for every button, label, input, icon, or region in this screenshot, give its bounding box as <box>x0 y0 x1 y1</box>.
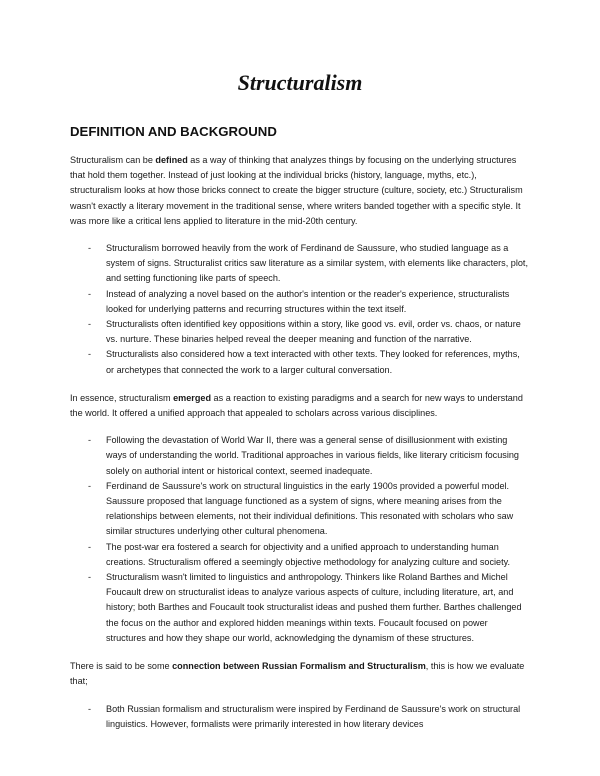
list-item-text: Structuralists also considered how a text interacted with other texts. They looked for references, myths, or archetypes that connected the work to a larger cultural conversation. <box>106 349 520 375</box>
list-item <box>88 317 530 347</box>
document-title: Structuralism <box>237 70 363 95</box>
list-item <box>88 540 530 570</box>
dash-bullet: - <box>88 572 92 583</box>
emergence-paragraph <box>70 391 530 421</box>
connection-paragraph <box>70 659 530 689</box>
list-item <box>88 347 530 377</box>
saussure-influence-list <box>70 241 530 378</box>
intro-paragraph <box>70 153 530 229</box>
emergence-bold-term: emerged <box>173 392 212 403</box>
list-item-text: Ferdinand de Saussure's work on structural linguistics in the early 1900s provided a powerful model. Saussure proposed that language functioned as a system of signs, where meaning arises from the relationships between elements, not their individual definitions. This resonated with scholars who saw similar structures underlying other cultural phenomena. <box>106 480 514 537</box>
intro-text-before: Structuralism can be <box>70 155 156 165</box>
list-item-text: Structuralism borrowed heavily from the work of Ferdinand de Saussure, who studied language as a system of signs. Structuralist critics saw literature as a similar system, with elements like characters, plot, and setting functioning like parts of speech. <box>106 243 528 284</box>
dash-bullet: - <box>88 288 92 299</box>
dash-bullet: - <box>88 541 92 552</box>
dash-bullet: - <box>88 435 92 446</box>
emergence-text-after: as a reaction to existing paradigms and a search for new ways to understand the world. It offered a unified approach that appealed to scholars across various disciplines. <box>70 392 523 419</box>
list-item-text: Following the devastation of World War II, there was a general sense of disillusionment with existing ways of understanding the world. Traditional approaches in various fields, like literary criticism focusing solely on authorial intent or historical context, seemed inadequate. <box>106 435 519 476</box>
list-item <box>88 241 530 287</box>
emergence-text-before: In essence, structuralism <box>70 392 174 403</box>
list-item <box>88 702 530 732</box>
dash-bullet: - <box>88 349 92 360</box>
list-item <box>88 570 530 646</box>
list-item-text: Structuralism wasn't limited to linguistics and anthropology. Thinkers like Roland Barthes and Michel Foucault drew on structuralist ideas to analyze various aspects of culture, including literature, art, and history; both Barthes and Foucault took structuralist ideas and pushed them further. Barthes challenged the focus on the author and explored hidden meanings within texts. Foucault focused on power structures and how they shape our world, acknowledging the dynamism of these structures. <box>106 572 522 643</box>
list-item-text: Instead of analyzing a novel based on the author's intention or the reader's experience, structuralists looked for underlying patterns and recurring structures within the text itself. <box>106 288 510 314</box>
dash-bullet: - <box>88 480 92 491</box>
connection-text-before: There is said to be some <box>70 661 173 672</box>
dash-bullet: - <box>88 319 92 330</box>
list-item <box>88 433 530 479</box>
list-item-text: The post-war era fostered a search for objectivity and a unified approach to understanding human creations. Structuralism offered a seemingly objective methodology for analyzing culture and society. <box>106 541 511 567</box>
section-heading: DEFINITION AND BACKGROUND <box>70 124 277 139</box>
emergence-reasons-list <box>70 433 530 646</box>
list-item <box>88 479 530 540</box>
dash-bullet: - <box>88 243 92 254</box>
connection-text-after: , this is how we evaluate that; <box>70 661 525 687</box>
formalism-comparison-list <box>70 702 530 732</box>
connection-bold-term: connection between Russian Formalism and Structuralism <box>172 661 426 672</box>
list-item <box>88 287 530 317</box>
dash-bullet: - <box>88 703 92 714</box>
intro-text-after: as a way of thinking that analyzes things by focusing on the underlying structures that hold them together. Instead of just looking at the individual bricks (history, language, myths, etc.), structuralism looks at how those bricks connect to create the bigger structure (culture, society, etc.) Structuralism wasn't exactly a literary movement in the traditional sense, where writers banded together with a specific style. It was more like a critical lens applied to literature in the mid-20th century. <box>70 155 523 226</box>
intro-bold-term: defined <box>155 155 188 165</box>
list-item-text: Structuralists often identified key oppositions within a story, like good vs. evil, order vs. chaos, or nature vs. nurture. These binaries helped reveal the deeper meaning and function of the narrative. <box>106 319 521 345</box>
list-item-text: Both Russian formalism and structuralism were inspired by Ferdinand de Saussure's work on structural linguistics. However, formalists were primarily interested in how literary devices <box>106 703 521 729</box>
